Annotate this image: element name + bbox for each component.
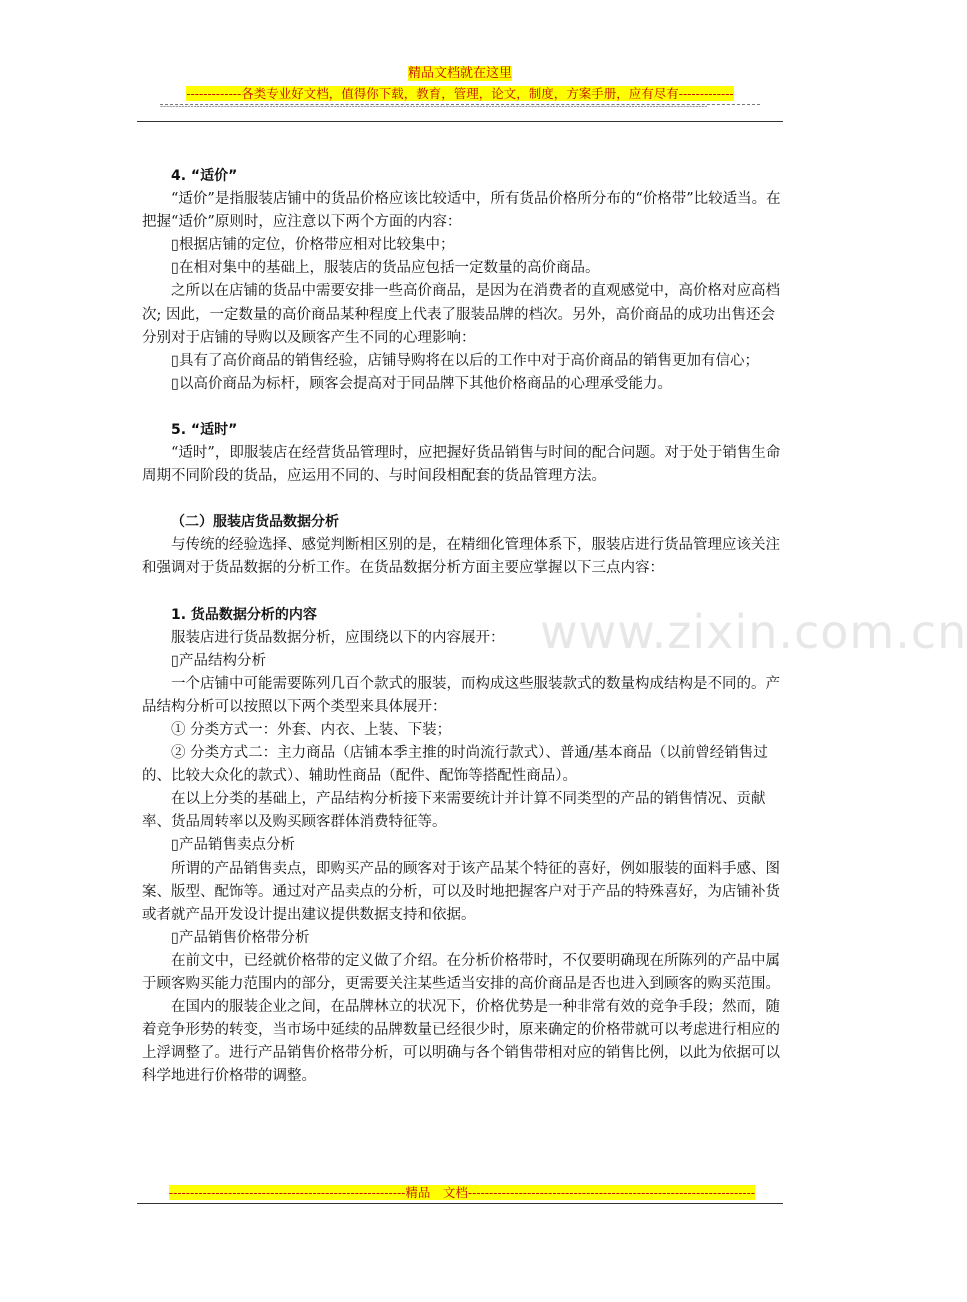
bullet-icon: ▯ — [171, 652, 179, 669]
header-rule — [137, 121, 783, 122]
paragraph: 与传统的经验选择、感觉判断相区别的是，在精细化管理体系下，服装店进行货品管理应该关注和强调对于货品数据的分析工作。在货品数据分析方面主要应掌握以下三点内容： — [142, 537, 780, 577]
bullet-icon: ▯ — [171, 237, 179, 254]
bullet-icon: ▯ — [171, 352, 179, 369]
bullet-icon: ▯ — [171, 837, 179, 854]
subsection-heading-1: 1. 货品数据分析的内容 — [171, 606, 317, 623]
paragraph: 服装店进行货品数据分析，应围绕以下的内容展开： — [171, 629, 505, 646]
header-tagline: -------------各类专业好文档，值得你下载，教育，管理，论文，制度，方案手册，应有尽有------------- — [186, 86, 734, 101]
bullet-item: ▯以高价商品为标杆，顾客会提高对于同品牌下其他价格商品的心理承受能力。 — [171, 375, 672, 392]
header-dashes: ------------------------------------------------------------------------------------------------------------------------------------------------------------------------------------ — [160, 104, 760, 109]
bullet-item: ▯产品销售价格带分析 — [171, 929, 310, 946]
header-title: 精品文档就在这里 — [407, 66, 512, 81]
paragraph: 在以上分类的基础上，产品结构分析接下来需要统计并计算不同类型的产品的销售情况、贡献率、货品周转率以及购买顾客群体消费特征等。 — [142, 791, 766, 831]
document-body — [142, 165, 782, 1088]
section-heading-2: （二）服装店货品数据分析 — [171, 514, 339, 531]
numbered-item: ① 分类方式一：外套、内衣、上装、下装； — [171, 721, 452, 738]
spacer — [142, 581, 782, 604]
paragraph: 在前文中，已经就价格带的定义做了介绍。在分析价格带时，不仅要明确现在所陈列的产品中属于顾客购买能力范围内的部分，更需要关注某些适当安排的高价商品是否也进入到顾客的购买范围。 — [142, 952, 780, 992]
numbered-item: ② 分类方式二：主力商品（店铺本季主推的时尚流行款式）、普通/基本商品（以前曾经销售过的、比较大众化的款式）、辅助性商品（配件、配饰等搭配性商品）。 — [142, 745, 768, 785]
bullet-item: ▯根据店铺的定位，价格带应相对比较集中； — [171, 237, 455, 254]
watermark: www.zixin.com.cn — [540, 605, 967, 659]
paragraph: “适价”是指服装店铺中的货品价格应该比较适中，所有货品价格所分布的“价格带”比较适当。在把握“适价”原则时，应注意以下两个方面的内容： — [142, 191, 781, 231]
paragraph: “适时”，即服装店在经营货品管理时，应把握好货品销售与时间的配合问题。对于处于销售生命周期不同阶段的货品，应运用不同的、与时间段相配套的货品管理方法。 — [142, 445, 781, 485]
section-heading-5: 5. “适时” — [171, 421, 238, 438]
paragraph: 在国内的服装企业之间，在品牌林立的状况下，价格优势是一种非常有效的竞争手段；然而，随着竞争形势的转变，当市场中延续的品牌数量已经很少时，原来确定的价格带就可以考虑进行相应的上浮调整了。进行产品销售价格带分析，可以明确与各个销售带相对应的销售比例，以此为依据可以科学地进行价格带的调整。 — [142, 999, 780, 1085]
bullet-item: ▯产品结构分析 — [171, 652, 266, 669]
bullet-icon: ▯ — [171, 260, 179, 277]
footer-banner: --------------------------------------------------------精品 文档-------------------------------------------------------------------- — [168, 1185, 756, 1200]
spacer — [142, 396, 782, 419]
spacer — [142, 488, 782, 511]
bullet-icon: ▯ — [171, 375, 179, 392]
paragraph: 一个店铺中可能需要陈列几百个款式的服装，而构成这些服装款式的数量构成结构是不同的。产品结构分析可以按照以下两个类型来具体展开： — [142, 675, 780, 715]
footer-rule — [137, 1203, 783, 1204]
paragraph: 所谓的产品销售卖点，即购买产品的顾客对于该产品某个特征的喜好，例如服装的面料手感、图案、版型、配饰等。通过对产品卖点的分析，可以及时地把握客户对于产品的特殊喜好，为店铺补货或者就产品开发设计提出建议提供数据支持和依据。 — [142, 860, 780, 923]
paragraph: 之所以在店铺的货品中需要安排一些高价商品，是因为在消费者的直观感觉中，高价格对应高档次; 因此，一定数量的高价商品某种程度上代表了服装品牌的档次。另外，高价商品的成功出售还会分别对于店铺的导购以及顾客产生不同的心理影响： — [142, 283, 780, 346]
bullet-item: ▯在相对集中的基础上，服装店的货品应包括一定数量的高价商品。 — [171, 260, 600, 277]
section-heading-4: 4. “适价” — [171, 168, 238, 184]
bullet-item: ▯具有了高价商品的销售经验，店铺导购将在以后的工作中对于高价商品的销售更加有信心； — [171, 352, 759, 369]
bullet-item: ▯产品销售卖点分析 — [171, 837, 295, 854]
bullet-icon: ▯ — [171, 929, 179, 946]
